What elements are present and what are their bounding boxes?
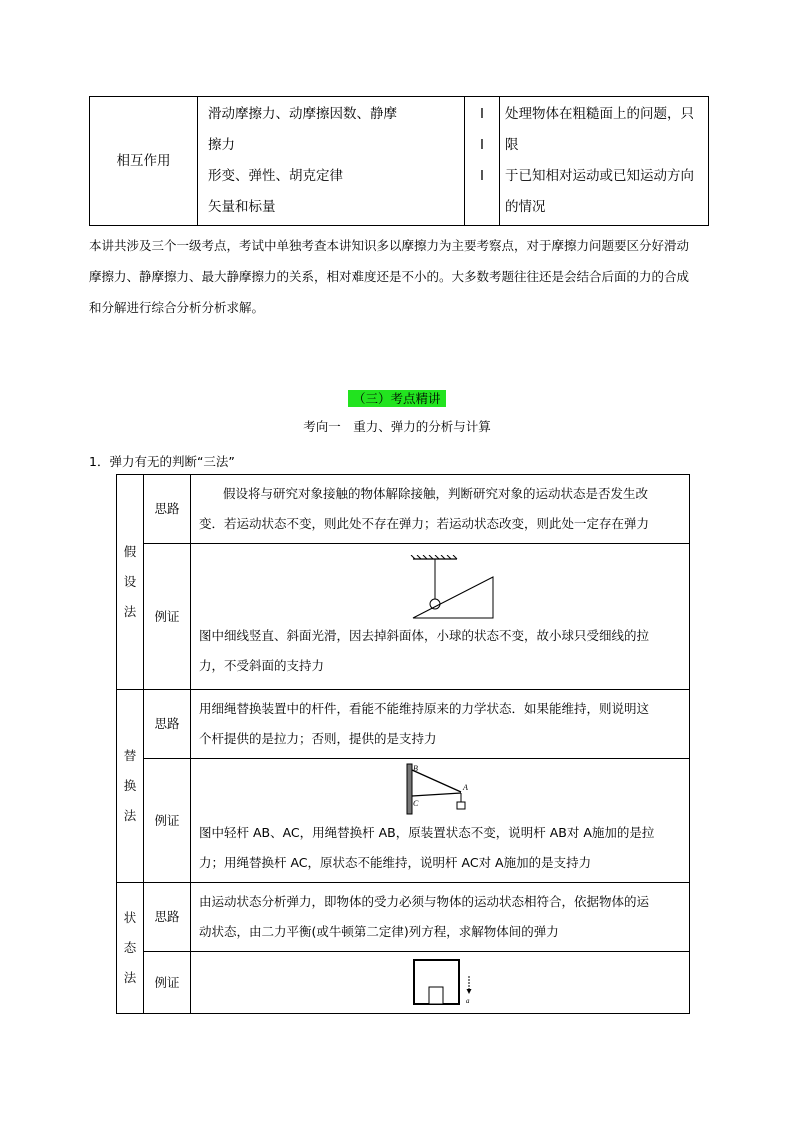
example-label: 例证 (144, 952, 191, 1014)
summary-line: 摩擦力、静摩擦力、最大静摩擦力的关系，相对难度还是不小的。大多数考题往往还是会结合后面的力的合成 (89, 269, 690, 284)
method-char: 换 (123, 778, 137, 793)
method-char: 状 (123, 910, 137, 925)
method-char: 态 (123, 940, 137, 955)
levels-cell (465, 97, 500, 226)
idea-text (191, 475, 690, 544)
topic-table (89, 96, 709, 226)
idea-text (191, 690, 690, 759)
method-name-replace (117, 690, 144, 883)
method-char: 替 (123, 748, 137, 763)
topic-line: 滑动摩擦力、动摩擦因数、静摩 (208, 106, 397, 122)
example-line: 图中细线竖直、斜面光滑，因去掉斜面体，小球的状态不变，故小球只受细线的拉 (199, 627, 650, 643)
summary-line: 本讲共涉及三个一级考点，考试中单独考查本讲知识多以摩擦力为主要考察点，对于摩擦力问题要区分好滑动 (89, 238, 690, 253)
example-label: 例证 (144, 759, 191, 883)
summary-line: 和分解进行综合分析分析求解。 (89, 300, 265, 315)
example-line: 力；用绳替换杆 AC，原状态不能维持，说明杆 AC对 A施加的是支持力 (199, 854, 592, 870)
idea-line: 个杆提供的是拉力；否则，提供的是支持力 (199, 731, 437, 746)
topic-line: 形变、弹性、胡克定律 (208, 168, 343, 184)
topics-cell (198, 97, 465, 226)
method-char: 假 (123, 544, 137, 559)
pendulum-incline-figure (395, 555, 505, 621)
methods-table (116, 474, 690, 1014)
level-mark: I (480, 137, 484, 153)
level-mark: I (480, 168, 484, 184)
idea-label: 思路 (144, 883, 191, 952)
idea-line: 变．若运动状态不变，则此处不存在弹力；若运动状态改变，则此处一定存在弹力 (199, 516, 650, 531)
rod-bracket-figure (399, 762, 473, 818)
label-a: A (463, 782, 468, 792)
topic-line: 矢量和标量 (208, 199, 276, 215)
idea-line: 由运动状态分析弹力，即物体的受力必须与物体的运动状态相符合，依据物体的运 (199, 894, 650, 909)
idea-label: 思路 (144, 475, 191, 544)
box-elevator-figure (411, 958, 483, 1008)
summary-paragraph (89, 230, 709, 323)
label-c: C (413, 798, 419, 808)
heading: 1．弹力有无的判断“三法” (89, 454, 235, 469)
idea-line: 用细绳替换装置中的杆件，看能不能维持原来的力学状态．如果能维持，则说明这 (199, 701, 650, 716)
category-cell (90, 97, 198, 226)
method-char: 法 (123, 808, 137, 823)
category-label: 相互作用 (116, 152, 171, 169)
example-cell (191, 952, 690, 1014)
method-char: 设 (123, 574, 137, 589)
topic-line: 擦力 (208, 137, 235, 153)
idea-line: 动状态，由二力平衡(或牛顿第二定律)列方程，求解物体间的弹力 (199, 924, 559, 939)
method-char: 法 (123, 604, 137, 619)
example-line: 力，不受斜面的支持力 (199, 657, 325, 673)
example-label: 例证 (144, 544, 191, 690)
method-char: 法 (123, 970, 137, 985)
idea-label: 思路 (144, 690, 191, 759)
method-name-assume (117, 475, 144, 690)
idea-text (191, 883, 690, 952)
example-line: 图中轻杆 AB、AC，用绳替换杆 AB，原装置状态不变，说明杆 AB对 A施加的是拉 (199, 824, 655, 840)
example-cell (191, 544, 690, 690)
note-line: 的情况 (505, 199, 546, 215)
level-mark: I (480, 106, 484, 122)
note-line: 于已知相对运动或已知运动方向 (505, 168, 694, 184)
label-b: B (413, 763, 418, 773)
note-cell (500, 97, 709, 226)
section-title: （三）考点精讲 (348, 390, 446, 407)
example-cell (191, 759, 690, 883)
subsection-title: 考向一 重力、弹力的分析与计算 (303, 419, 491, 434)
accel-label: a (466, 996, 470, 1005)
idea-line: 假设将与研究对象接触的物体解除接触，判断研究对象的运动状态是否发生改 (223, 486, 649, 501)
method-name-state (117, 883, 144, 1014)
note-line: 处理物体在粗糙面上的问题，只限 (505, 106, 694, 153)
